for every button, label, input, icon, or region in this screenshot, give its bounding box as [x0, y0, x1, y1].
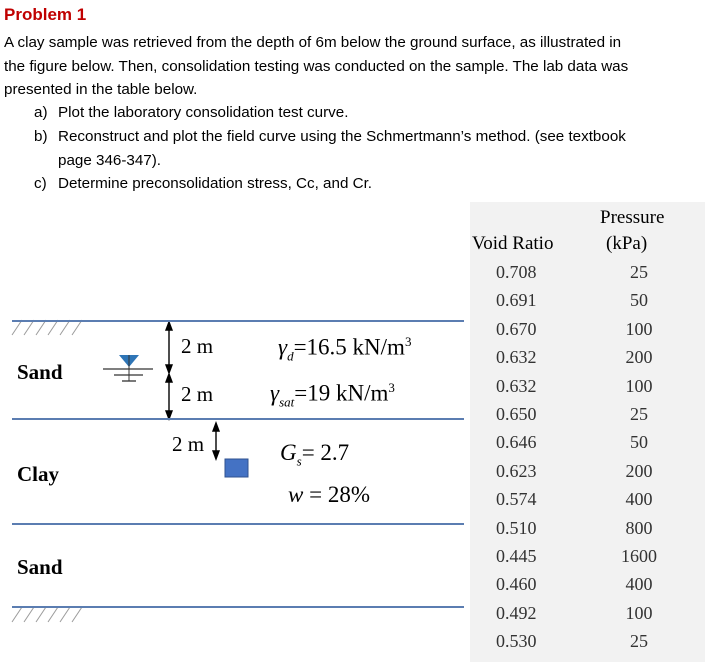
void-ratio-cell: 0.632: [496, 347, 537, 368]
unit-exponent: 3: [388, 380, 395, 395]
task-marker: c): [34, 175, 47, 192]
gs-symbol: G: [280, 440, 297, 465]
pressure-cell: 100: [625, 602, 653, 623]
dry-unit-weight: [278, 334, 411, 364]
gamma-subscript: sat: [279, 394, 295, 410]
pressure-cell: 25: [630, 631, 648, 652]
gamma-subscript: d: [287, 348, 294, 364]
pressure-cell: 25: [630, 262, 648, 282]
void-ratio-cell: 0.574: [496, 489, 537, 510]
void-ratio-cell: 0.646: [496, 432, 537, 453]
gamma-symbol: γ: [270, 380, 280, 406]
task-marker: b): [34, 128, 48, 145]
void-ratio-cell: 0.492: [496, 602, 537, 623]
layer-label-clay: Clay: [17, 462, 59, 486]
ground-hatch-top: [12, 320, 82, 335]
void-ratio-cell: 0.623: [496, 460, 537, 481]
header-pressure-unit: (kPa): [606, 233, 648, 254]
pressure-cell: 800: [625, 517, 653, 538]
layer-label-sand-bottom: Sand: [17, 555, 63, 579]
pressure-cell: 200: [625, 347, 653, 368]
task-text: Reconstruct and plot the field curve using the Schmertmann’s method. (see textbook: [58, 128, 626, 145]
void-ratio-cell: 0.708: [496, 262, 537, 282]
pressure-cell: 100: [625, 375, 653, 396]
depth-label-2: 2 m: [181, 382, 214, 406]
lab-data-table: [470, 202, 705, 662]
bottom-boundary: [12, 606, 464, 608]
pressure-cell: 50: [630, 432, 648, 453]
intro-line: the figure below. Then, consolidation testing was conducted on the sample. The lab data was: [4, 57, 629, 75]
problem-title: Problem 1: [4, 5, 87, 24]
dry-unit-weight-value: =16.5 kN/m: [293, 334, 405, 360]
pressure-cell: 400: [625, 489, 653, 510]
pressure-cell: 25: [630, 404, 648, 424]
void-ratio-cell: 0.530: [496, 631, 537, 652]
void-ratio-cell: 0.670: [496, 318, 537, 339]
water-content: [288, 482, 370, 508]
void-ratio-cell: 0.460: [496, 574, 537, 595]
clay-sand-boundary: [12, 523, 464, 525]
void-ratio-cell: 0.632: [496, 375, 537, 396]
ground-surface-line: [12, 320, 464, 322]
water-content-value: = 28%: [309, 482, 370, 507]
pressure-cell: 200: [625, 460, 653, 481]
void-ratio-cell: 0.510: [496, 517, 537, 538]
pressure-cell: 400: [625, 574, 653, 595]
void-ratio-cell: 0.691: [496, 290, 537, 311]
void-ratio-cell: 0.650: [496, 404, 537, 424]
w-symbol: w: [288, 482, 304, 507]
task-text: Determine preconsolidation stress, Cc, and Cr.: [58, 175, 373, 192]
water-table-icon: [103, 355, 153, 381]
pressure-cell: 100: [625, 318, 653, 339]
ground-hatch-bottom: [12, 607, 82, 622]
task-text: Plot the laboratory consolidation test curve.: [58, 104, 349, 121]
clay-sample-icon: [225, 459, 248, 477]
specific-gravity-value: = 2.7: [301, 440, 350, 465]
saturated-unit-weight: [270, 380, 395, 410]
task-marker: a): [34, 104, 48, 121]
depth-label-1: 2 m: [181, 334, 214, 358]
depth-label-3: 2 m: [172, 432, 205, 456]
header-void-ratio: Void Ratio: [472, 233, 554, 254]
task-text: page 346-347).: [58, 151, 162, 169]
intro-line: presented in the table below.: [4, 81, 198, 98]
unit-exponent: 3: [404, 334, 412, 349]
specific-gravity: [280, 440, 349, 470]
header-pressure: Pressure: [600, 207, 665, 228]
sand-clay-boundary: [12, 418, 464, 420]
saturated-unit-weight-value: =19 kN/m: [294, 380, 389, 406]
gamma-symbol: γ: [278, 334, 288, 360]
layer-label-sand-top: Sand: [17, 360, 63, 384]
void-ratio-cell: 0.445: [496, 546, 537, 566]
pressure-cell: 50: [630, 290, 648, 311]
gs-subscript: s: [296, 453, 302, 469]
pressure-cell: 1600: [621, 546, 657, 566]
intro-line: A clay sample was retrieved from the depth of 6m below the ground surface, as illustrated in: [4, 34, 622, 51]
